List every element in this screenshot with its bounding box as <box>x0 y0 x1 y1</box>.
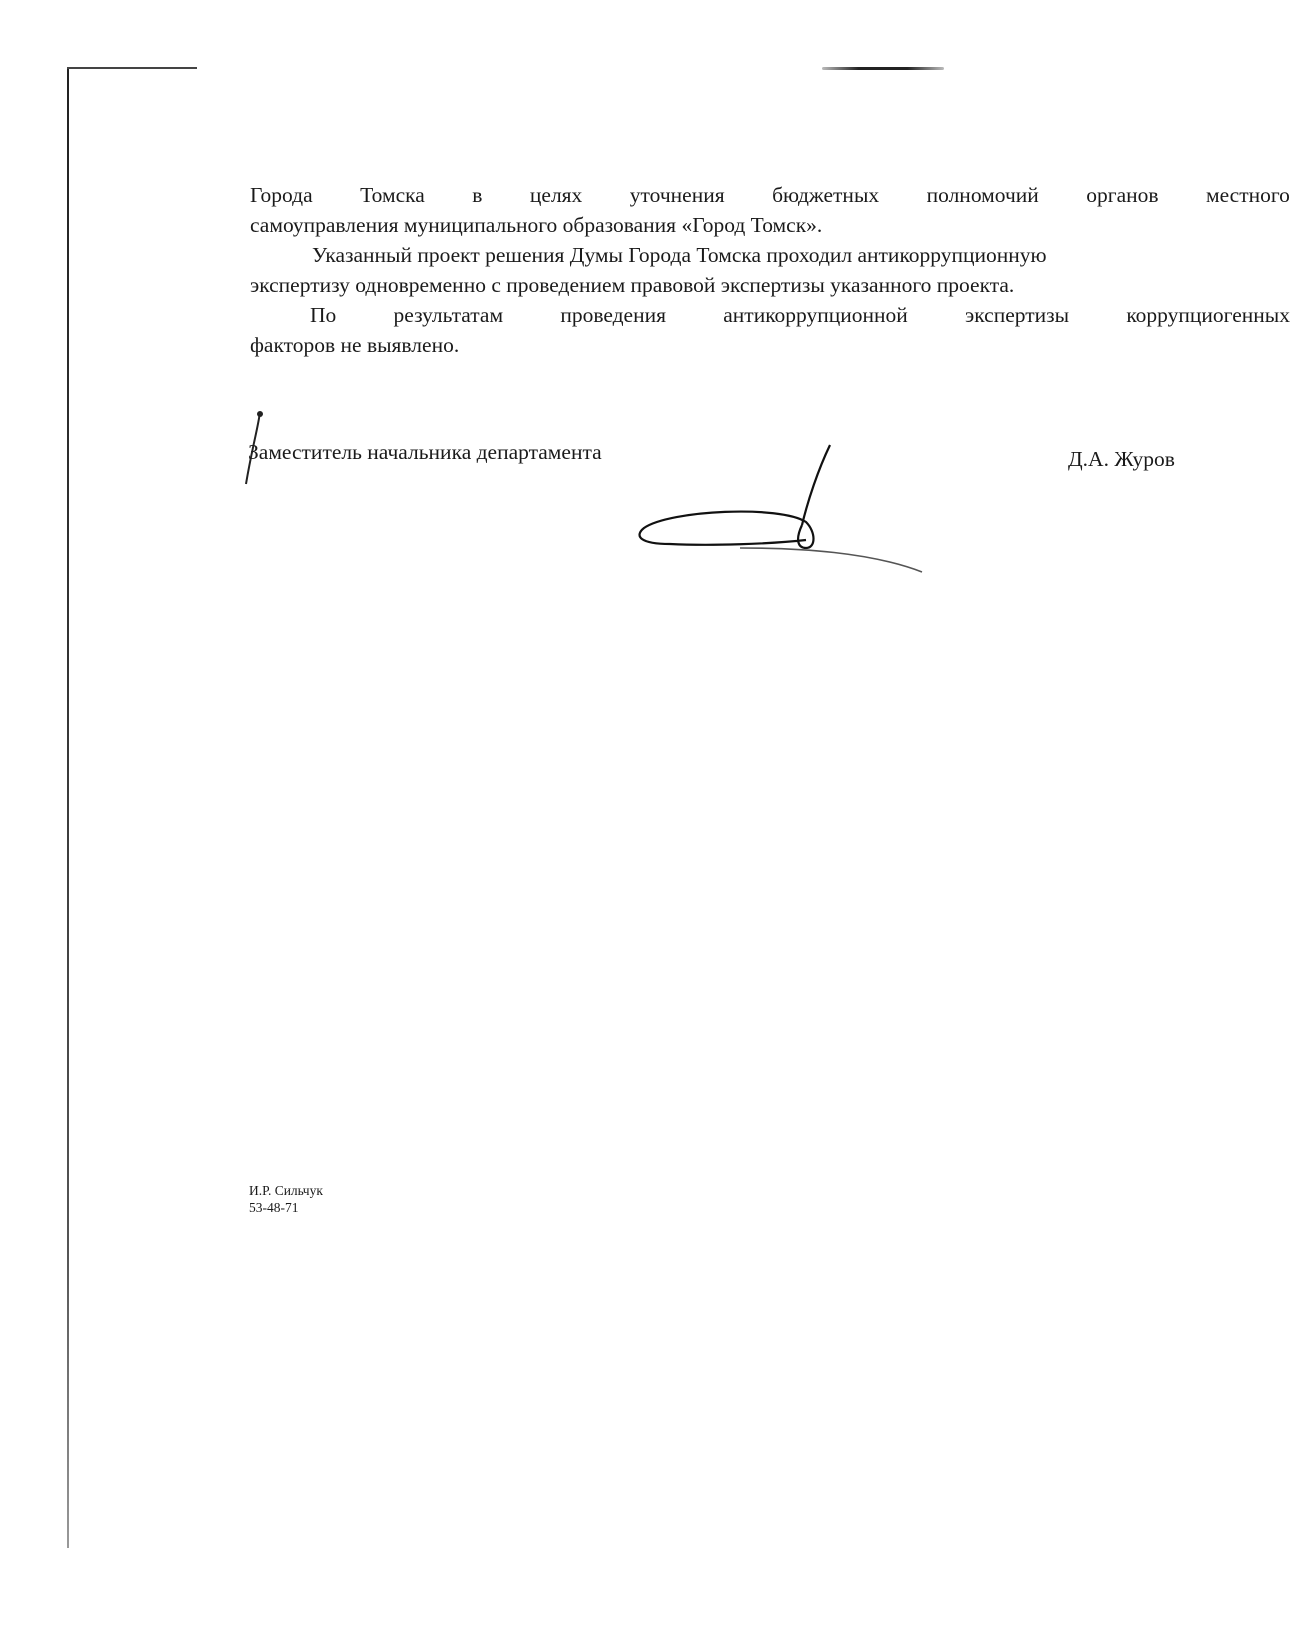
word: проведения <box>560 303 667 327</box>
scan-edge-line <box>67 68 69 1548</box>
scan-top-line <box>67 67 197 69</box>
executor-name: И.Р. Сильчук <box>249 1183 323 1198</box>
word: местного <box>1206 183 1290 207</box>
word: полномочий <box>926 183 1039 207</box>
word: Томска <box>360 183 425 207</box>
scan-top-line <box>822 67 944 70</box>
word: бюджетных <box>772 183 880 207</box>
word: коррупциогенных <box>1126 303 1290 327</box>
signer-position: Заместитель начальника департамента <box>248 440 602 464</box>
word: По <box>310 303 337 327</box>
body-line-1 <box>250 180 1290 210</box>
word: уточнения <box>629 183 725 207</box>
word: органов <box>1086 183 1159 207</box>
body-line-4: экспертизу одновременно с проведением правовой экспертизы указанного проекта. <box>250 273 1015 297</box>
executor-info <box>249 1182 323 1216</box>
body-line-3: Указанный проект решения Думы Города Томска проходил антикоррупционную <box>312 243 1047 267</box>
executor-phone: 53-48-71 <box>249 1200 299 1215</box>
body-line-2: самоуправления муниципального образования «Город Томск». <box>250 213 823 237</box>
letter-body <box>250 180 1290 360</box>
word: в <box>472 183 483 207</box>
word: экспертизы <box>965 303 1070 327</box>
word: антикоррупционной <box>723 303 908 327</box>
handwritten-signature <box>630 440 930 580</box>
word: Города <box>250 183 313 207</box>
body-line-5 <box>250 300 1290 330</box>
word: целях <box>529 183 583 207</box>
signer-name: Д.А. Журов <box>1068 447 1175 471</box>
body-line-6: факторов не выявлено. <box>250 333 460 357</box>
word: результатам <box>393 303 504 327</box>
